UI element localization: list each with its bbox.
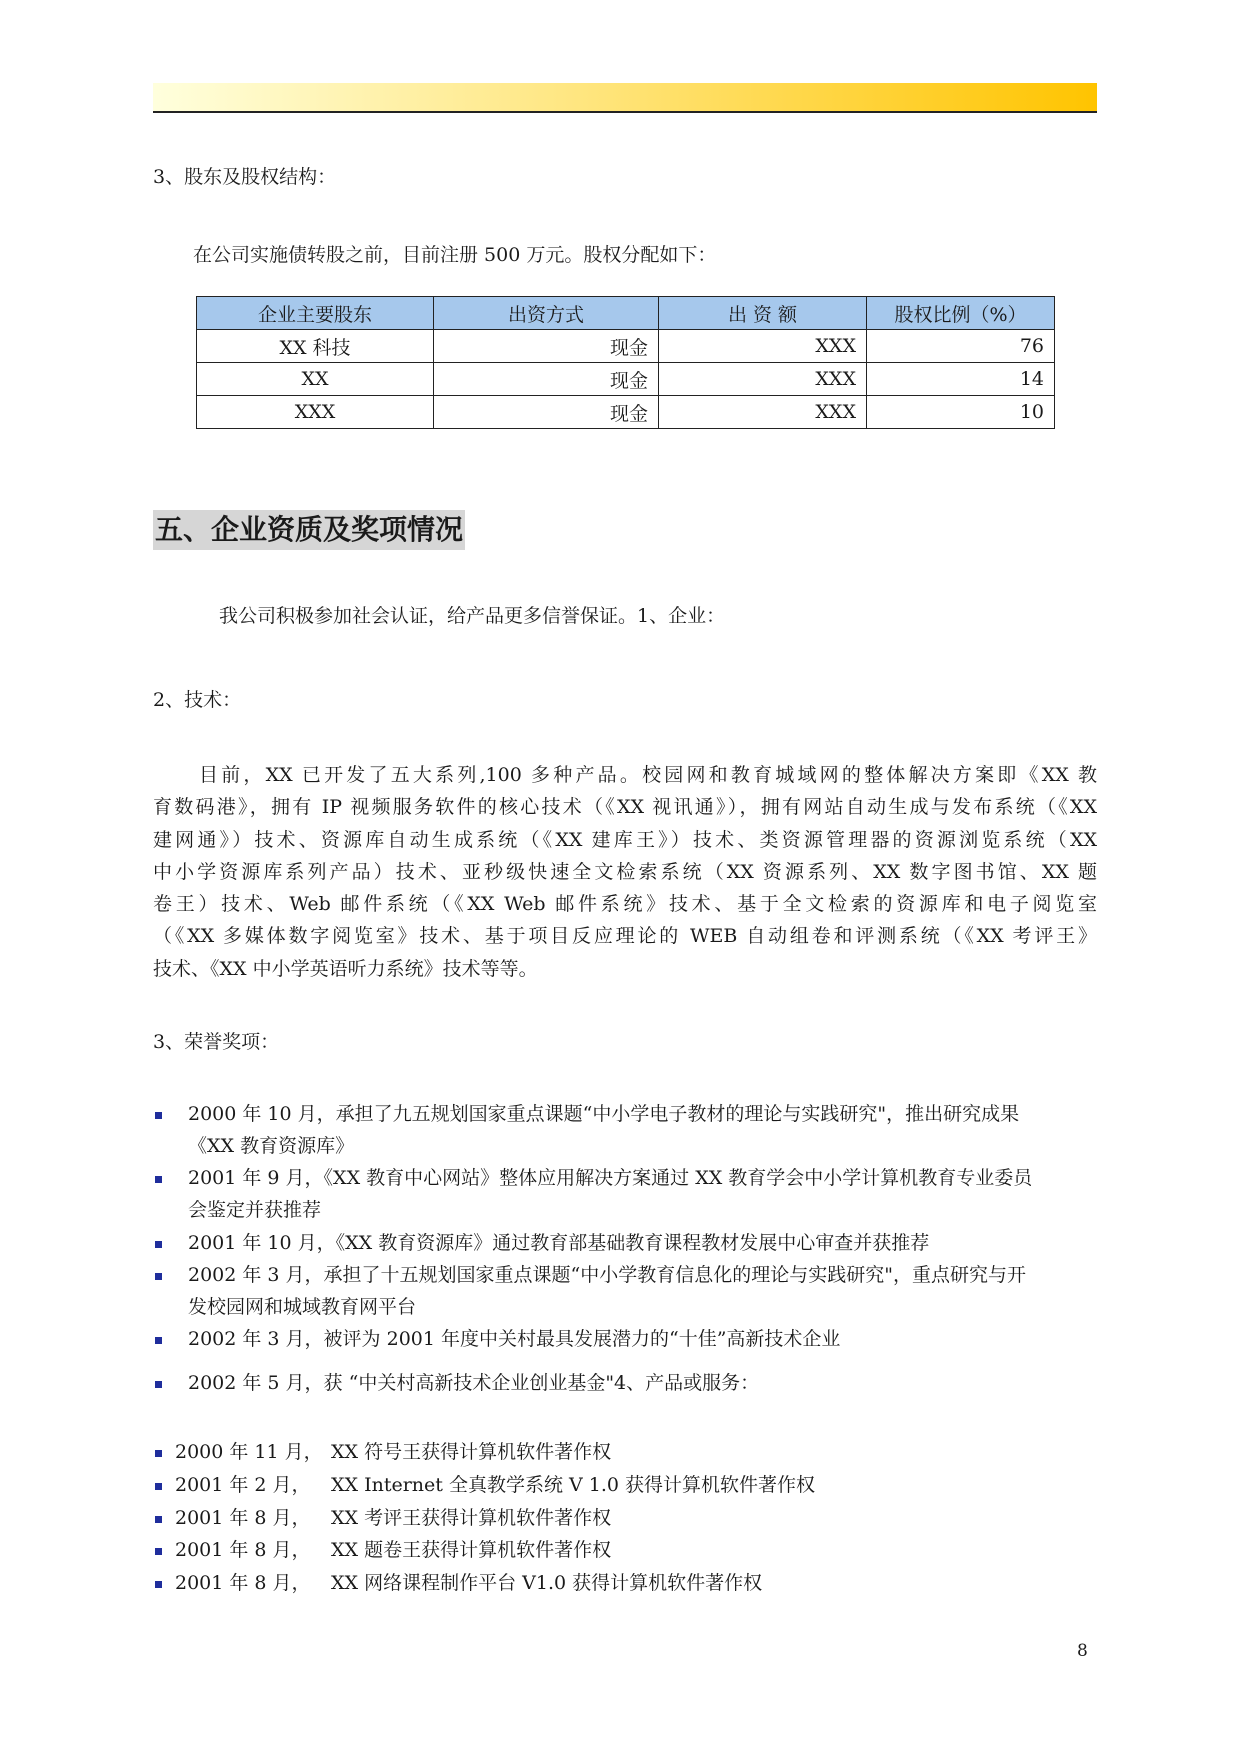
copyright-text: XX 考评王获得计算机软件著作权 [331,1507,612,1529]
section-title: 五、企业资质及奖项情况 [153,510,465,550]
shareholder-table [196,296,1055,429]
copyright-date: 2001 年 8 月， [175,1572,311,1594]
honor-line: 2002 年 5 月，获 “中关村高新技术企业创业基金"4、产品或服务： [188,1372,760,1394]
table-header: 出资方式 [434,297,659,330]
table-header: 股权比例（%） [867,297,1055,330]
equity-ratio-cell: 14 [867,363,1055,396]
table-row [197,396,1055,429]
capital-sentence: 在公司实施债转股之前，目前注册 500 万元。股权分配如下： [193,244,717,266]
shareholders-heading: 3、股东及股权结构： [153,166,337,188]
honor-line: 2001 年 10 月，《XX 教育资源库》通过教育部基础教育课程教材发展中心审查并获推荐 [188,1232,930,1254]
paragraph-line: （《XX 多媒体数字阅览室》技术、基于项目反应理论的 WEB 自动组卷和评测系统（《XX 考评王》 [153,925,1097,948]
paragraph-line: 目前，XX 已开发了五大系列,100 多种产品。校园网和教育城域网的整体解决方案即《XX 教 [199,764,1097,786]
bullet-square-icon [155,1581,162,1588]
honor-line: 《XX 教育资源库》 [188,1135,355,1157]
bullet-square-icon [155,1381,162,1388]
copyright-text: XX 题卷王获得计算机软件著作权 [331,1539,612,1561]
table-row [197,363,1055,396]
equity-ratio-cell: 76 [867,330,1055,363]
paragraph-line: 技术、《XX 中小学英语听力系统》技术等等。 [153,957,538,980]
copyright-date: 2000 年 11 月， [175,1441,323,1463]
bullet-square-icon [155,1273,162,1280]
honor-line: 发校园网和城域教育网平台 [188,1296,417,1318]
paragraph-line: 建网通》）技术、资源库自动生成系统（《XX 建库王》）技术、类资源管理器的资源浏览系统（XX [153,828,1097,851]
contribution-method-cell: 现金 [434,363,659,396]
bullet-square-icon [155,1112,162,1119]
copyright-date: 2001 年 8 月， [175,1539,311,1561]
tech-paragraph [153,759,1097,985]
copyright-text: XX 符号王获得计算机软件著作权 [331,1441,612,1463]
header-bar [153,83,1097,111]
bullet-square-icon [155,1337,162,1344]
bullet-square-icon [155,1548,162,1555]
header-rule [153,111,1097,113]
contribution-amount-cell: XXX [659,363,867,396]
paragraph-line: 卷王）技术、Web 邮件系统（《XX Web 邮件系统》技术、基于全文检索的资源库和电子阅览室 [153,893,1097,916]
paragraph-line: 中小学资源库系列产品）技术、亚秒级快速全文检索系统（XX 资源系列、XX 数字图书馆、XX 题 [153,860,1097,883]
bullet-square-icon [155,1450,162,1457]
honor-line: 2000 年 10 月，承担了九五规划国家重点课题“中小学电子教材的理论与实践研究"，推出研究成果 [188,1103,1020,1125]
contribution-amount-cell: XXX [659,396,867,429]
equity-ratio-cell: 10 [867,396,1055,429]
copyright-text: XX Internet 全真教学系统 V 1.0 获得计算机软件著作权 [331,1474,816,1496]
honor-line: 会鉴定并获推荐 [188,1199,322,1221]
copyright-text: XX 网络课程制作平台 V1.0 获得计算机软件著作权 [331,1572,763,1594]
table-header: 出 资 额 [659,297,867,330]
page-number: 8 [1077,1641,1088,1661]
bullet-square-icon [155,1516,162,1523]
certification-intro: 我公司积极参加社会认证，给产品更多信誉保证。1、企业： [219,605,726,627]
contribution-amount-cell: XXX [659,330,867,363]
bullet-square-icon [155,1176,162,1183]
bullet-square-icon [155,1241,162,1248]
honors-heading: 3、荣誉奖项： [153,1031,280,1053]
shareholder-cell: XXX [197,396,434,429]
table-row [197,330,1055,363]
tech-heading: 2、技术： [153,689,242,711]
honor-line: 2002 年 3 月，被评为 2001 年度中关村最具发展潜力的“十佳”高新技术企业 [188,1328,841,1350]
copyright-date: 2001 年 2 月， [175,1474,311,1496]
contribution-method-cell: 现金 [434,396,659,429]
copyright-date: 2001 年 8 月， [175,1507,311,1529]
paragraph-line: 育数码港》，拥有 IP 视频服务软件的核心技术（《XX 视讯通》），拥有网站自动生成与发布系统（《XX [153,796,1097,819]
honor-line: 2001 年 9 月，《XX 教育中心网站》整体应用解决方案通过 XX 教育学会中小学计算机教育专业委员 [188,1167,1033,1189]
shareholder-cell: XX [197,363,434,396]
table-header-row [197,297,1055,330]
bullet-square-icon [155,1483,162,1490]
table-header: 企业主要股东 [197,297,434,330]
contribution-method-cell: 现金 [434,330,659,363]
shareholder-cell: XX 科技 [197,330,434,363]
honor-line: 2002 年 3 月，承担了十五规划国家重点课题“中小学教育信息化的理论与实践研究"，重点研究与开 [188,1264,1027,1286]
